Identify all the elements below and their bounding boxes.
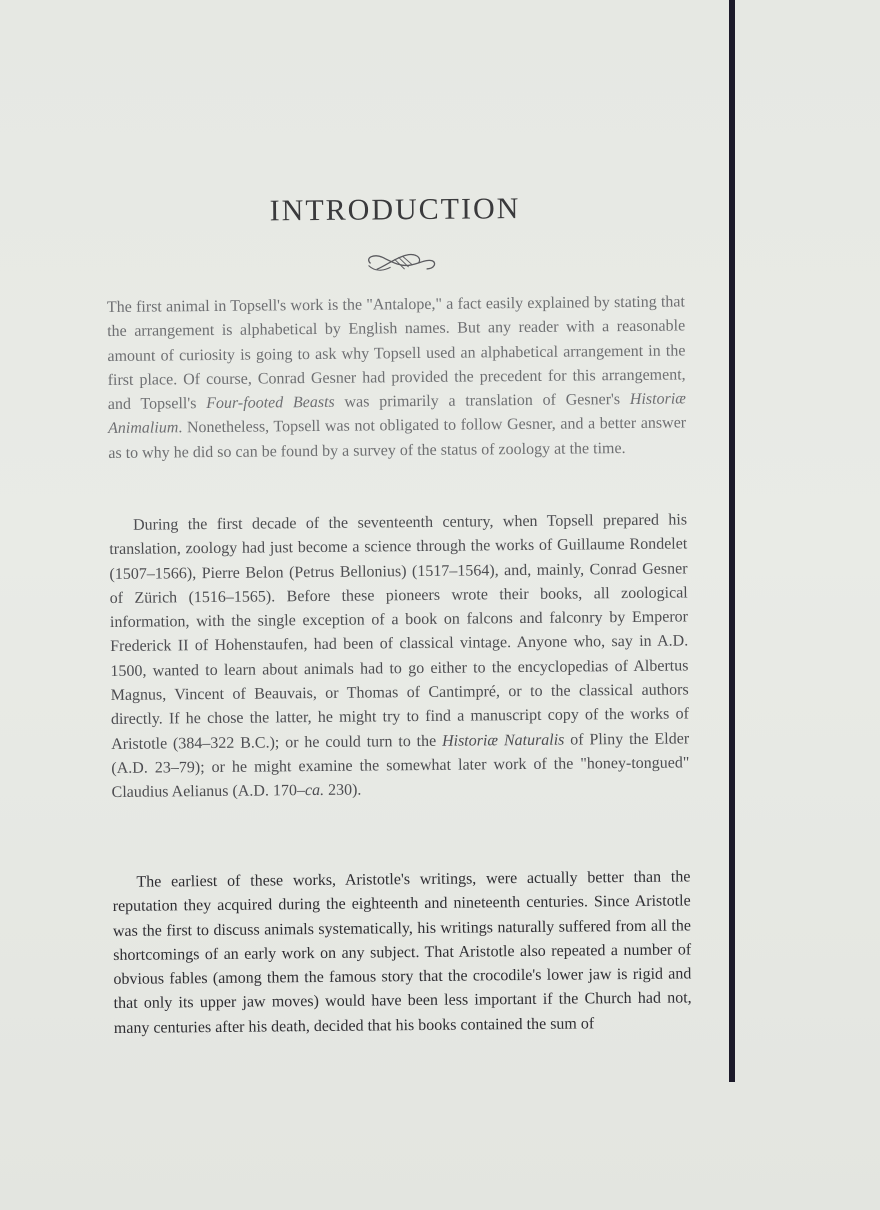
paragraph-2 bbox=[109, 508, 690, 805]
paragraph-1-text-a: The first animal in Topsell's work is the "Antalope," a fact easily explained by stating that the arrangement is alphabetical by English names. But any reader with a reasonable amount of curiosity is going to ask why Topsell used an alphabetical arrangement in the first place. Of course, Conrad Gesner had provided the precedent for this arrangement, and Topsell's bbox=[106, 293, 686, 414]
paragraph-1-text-e: . Nonetheless, Topsell was not obligated to follow Gesner, and a better answer as to why he did so can be found by a survey of the status of zoology at the time. bbox=[108, 414, 687, 462]
chapter-title: INTRODUCTION bbox=[269, 192, 521, 228]
circa-abbreviation: ca. bbox=[304, 782, 325, 800]
page-edge-rule bbox=[729, 0, 735, 1082]
paragraph-2-text-e: 230). bbox=[323, 781, 362, 800]
book-title-historiae-naturalis: Historiæ Naturalis bbox=[441, 731, 565, 750]
book-title-four-footed-beasts: Four-footed Beasts bbox=[206, 393, 335, 413]
paragraph-3 bbox=[112, 865, 692, 1041]
paragraph-3-text-a: The earliest of these works, Aristotle's writings, were actually better than the reputation they acquired during the eighteenth and nineteenth centuries. Since Aristotle was the first to discuss animals systematically, his writings naturally suffered from all the shortcomings of an early work on any subject. That Aristotle also repeated a number of obvious fables (among them the famous story that the crocodile's lower jaw is rigid and that only its upper jaw moves) would have been less important if the Church had not, many centuries after his death, decided that his books contained the sum of bbox=[112, 868, 692, 1037]
paragraph-2-text-c: of Pliny the Elder (A.D. 23–79); or he might examine the somewhat later work of the "honey-tongued" Claudius Aelianus (A.D. 170– bbox=[111, 730, 690, 802]
book-title-historiae-animalium: Historiæ Animalium bbox=[108, 390, 686, 438]
paragraph-1 bbox=[107, 290, 687, 466]
decorative-flourish-icon bbox=[360, 249, 438, 276]
paragraph-1-text-c: was primarily a translation of Gesner's bbox=[334, 391, 630, 411]
paragraph-2-text-a: During the first decade of the seventeenth century, when Topsell prepared his translation, zoology had just become a science through the works of Guillaume Rondelet (1507–1566), Pierre Belon (Petrus Bellonius) (1517–1564), and, mainly, Conrad Gesner of Zürich (1516–1565). Before these pioneers wrote their books, all zoological information, with the single exception of a book on falcons and falconry by Emperor Frederick II of Hohenstaufen, had been of classical vintage. Anyone who, say in A.D. 1500, wanted to learn about animals had to go either to the encyclopedias of Albertus Magnus, Vincent of Beauvais, or Thomas of Cantimpré, or to the classical authors directly. If he chose the latter, he might try to find a manuscript copy of the works of Aristotle (384–322 B.C.); or he could turn to the bbox=[109, 511, 689, 753]
